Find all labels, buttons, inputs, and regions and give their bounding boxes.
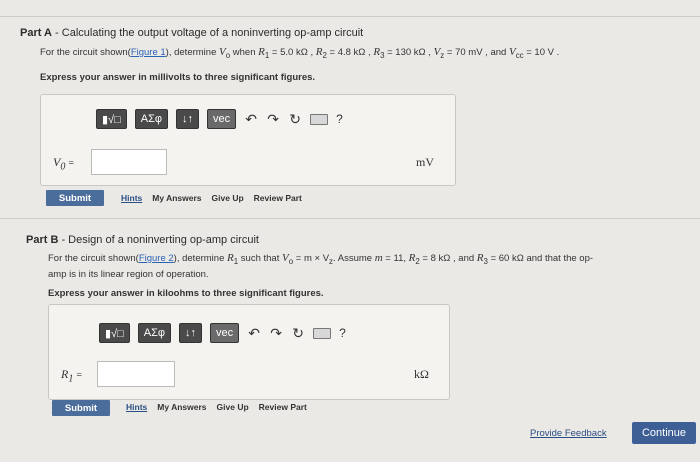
part-b-submit-button[interactable]: Submit [52,400,110,416]
part-a-unit: mV [416,155,434,169]
part-a-review-part-link[interactable]: Review Part [253,193,302,203]
part-a-give-up-link[interactable]: Give Up [211,193,244,203]
part-b-review-part-link[interactable]: Review Part [258,402,307,412]
part-b-hints-link[interactable]: Hints [126,402,148,412]
part-a-answer-input[interactable] [91,149,167,175]
part-b-label: Part B [26,234,59,246]
part-b-actions [126,402,307,412]
part-a-actions [121,193,302,203]
part-a-answer-box [40,94,456,186]
continue-button[interactable]: Continue [632,422,696,444]
template-button[interactable]: ▮√□ [99,323,130,343]
part-a-my-answers-link[interactable]: My Answers [152,193,202,203]
part-a-prompt: For the circuit shown(Figure 1), determine $V_o$ when $R_1 = 5.0$ kΩ , $R_2 = 4.8$ kΩ , $R_3 = 130$ kΩ , $V_z = 70$ mV , and $V_{cc} = 10$ V . [40,46,560,60]
part-b-subtitle: - Design of a noninverting op-amp circuit [58,234,259,246]
greek-button[interactable]: ΑΣφ [138,323,171,343]
part-divider [0,218,700,219]
redo-icon[interactable]: ↷ [267,110,279,127]
part-b-toolbar [99,323,346,343]
part-a-hints-link[interactable]: Hints [121,193,143,203]
vec-button[interactable]: vec [210,323,239,343]
part-b-give-up-link[interactable]: Give Up [216,402,249,412]
provide-feedback-link[interactable]: Provide Feedback [530,428,607,439]
template-button[interactable]: ▮√□ [96,109,127,129]
part-b-unit: kΩ [414,367,429,381]
part-a-label: Part A [20,27,52,39]
figure-1-link[interactable]: Figure 1 [130,47,166,58]
part-b-variable-label: $R_1$ = [61,367,82,385]
keyboard-icon[interactable] [310,114,328,125]
keyboard-icon[interactable] [313,328,331,339]
part-b-my-answers-link[interactable]: My Answers [157,402,207,412]
vec-button[interactable]: vec [207,109,236,129]
part-b-answer-box [48,304,450,400]
redo-icon[interactable]: ↷ [270,324,282,341]
reset-icon[interactable]: ↻ [292,324,304,341]
part-a-submit-button[interactable]: Submit [46,190,104,206]
part-a-title [20,27,363,39]
sort-button[interactable]: ↓↑ [179,323,202,343]
part-b-answer-input[interactable] [97,361,175,387]
part-b-prompt: For the circuit shown(Figure 2), determine $R_1$ such that $V_o = m \times V_z$. Assume m = 11, $R_2 = 8$ kΩ , and $R_3 = 60$ kΩ and that the op- amp is in its linear region of operation. [48,252,594,280]
part-a-toolbar [96,109,343,129]
part-b-instruction: Express your answer in kiloohms to three significant figures. [48,288,324,299]
part-a-subtitle: - Calculating the output voltage of a noninverting op-amp circuit [52,27,364,39]
help-icon[interactable]: ? [339,326,346,340]
undo-icon[interactable]: ↶ [248,324,260,341]
greek-button[interactable]: ΑΣφ [135,109,168,129]
undo-icon[interactable]: ↶ [245,110,257,127]
figure-2-link[interactable]: Figure 2 [138,253,174,264]
part-a-variable-label: $V_0$ = [53,155,74,173]
part-b-title [26,234,259,246]
top-divider [0,16,700,17]
reset-icon[interactable]: ↻ [289,110,301,127]
sort-button[interactable]: ↓↑ [176,109,199,129]
part-a-instruction: Express your answer in millivolts to three significant figures. [40,72,316,83]
help-icon[interactable]: ? [336,112,343,126]
